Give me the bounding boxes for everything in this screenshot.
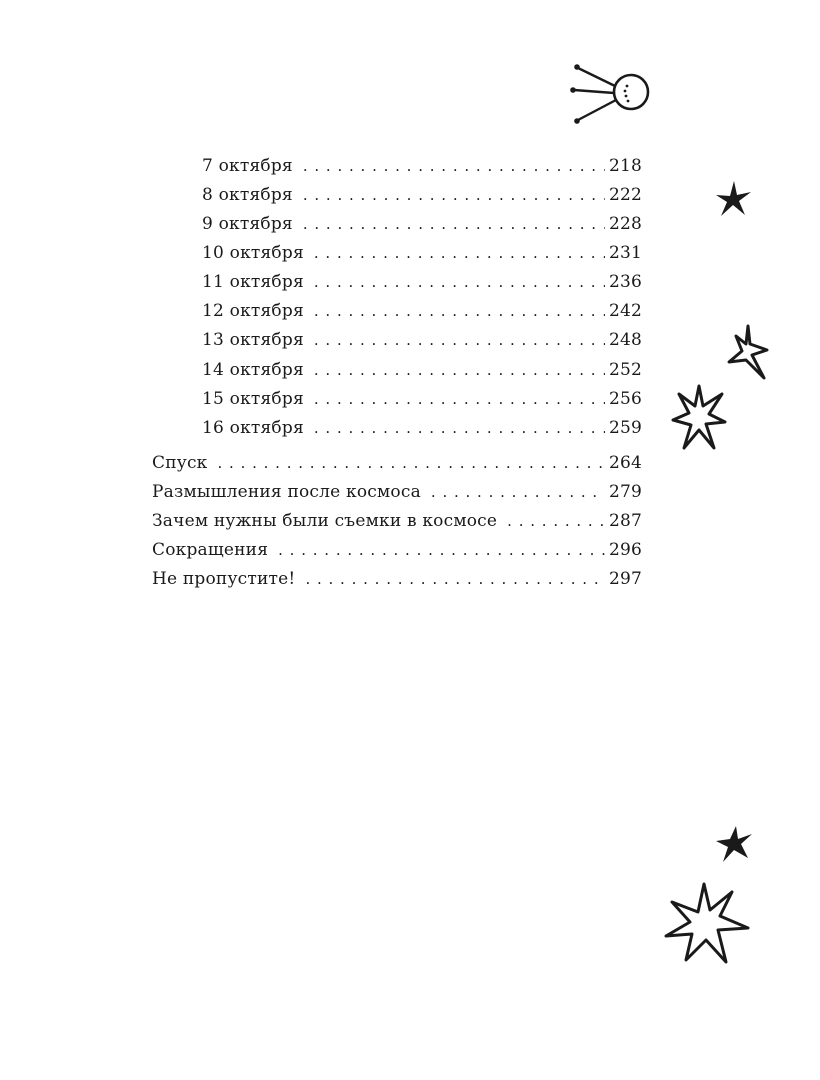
- toc-entry-title: 10 октября: [202, 243, 304, 263]
- toc-entry[interactable]: [152, 482, 642, 502]
- toc-entry[interactable]: [202, 301, 642, 321]
- toc-dot-leader: [303, 156, 605, 176]
- toc-dot-leader: [314, 243, 605, 263]
- toc-dot-leader: [314, 360, 605, 380]
- star-icon: [712, 822, 756, 866]
- toc-entry-page: 228: [608, 214, 642, 234]
- toc-entry-title: 9 октября: [202, 214, 293, 234]
- toc-entry[interactable]: [202, 214, 642, 234]
- toc-dot-leader: [314, 301, 605, 321]
- toc-entry-page: 218: [608, 156, 642, 176]
- toc-dot-leader: [305, 569, 605, 589]
- toc-entry[interactable]: [152, 569, 642, 589]
- toc-entry-title: Размышления после космоса: [152, 482, 421, 502]
- toc-dot-leader: [278, 540, 605, 560]
- toc-entry[interactable]: [152, 453, 642, 473]
- toc-entry-title: Зачем нужны были съемки в космосе: [152, 511, 498, 531]
- toc-entry-title: 12 октября: [202, 301, 304, 321]
- toc-entry-title: 14 октября: [202, 360, 304, 380]
- toc-entry-page: 231: [608, 243, 642, 263]
- toc-entry[interactable]: [152, 540, 642, 560]
- toc-entry-page: 259: [608, 418, 642, 438]
- toc-entry-title: 13 октября: [202, 330, 304, 350]
- toc-entry-title: 7 октября: [202, 156, 293, 176]
- toc-entry-page: 296: [608, 540, 642, 560]
- toc-entry-page: 287: [608, 511, 642, 531]
- toc-entry[interactable]: [202, 418, 642, 438]
- toc-dot-leader: [431, 482, 605, 502]
- toc-entry-page: 264: [608, 453, 642, 473]
- toc-entry[interactable]: [152, 511, 642, 531]
- toc-dot-leader: [314, 330, 605, 350]
- toc-entry-title: Сокращения: [152, 540, 269, 560]
- toc-entry[interactable]: [202, 185, 642, 205]
- toc-dot-leader: [314, 389, 605, 409]
- toc-entry-page: 256: [608, 389, 642, 409]
- toc-entry-page: 279: [608, 482, 642, 502]
- toc-entry-title: Не пропустите!: [152, 569, 296, 589]
- toc-dot-leader: [507, 511, 605, 531]
- starburst-icon: [660, 878, 752, 968]
- toc-entry[interactable]: [202, 360, 642, 380]
- toc-entry-title: Спуск: [152, 453, 208, 473]
- toc-dot-leader: [314, 272, 605, 292]
- toc-entry-page: 242: [608, 301, 642, 321]
- toc-dot-leader: [303, 185, 605, 205]
- toc-entry-title: 8 октября: [202, 185, 293, 205]
- toc-entry[interactable]: [202, 243, 642, 263]
- toc-entry-page: 248: [608, 330, 642, 350]
- toc-entry[interactable]: [202, 156, 642, 176]
- toc-entry-title: 15 октября: [202, 389, 304, 409]
- star-icon: [712, 178, 754, 220]
- toc-entry[interactable]: [202, 272, 642, 292]
- toc-dot-leader: [303, 214, 605, 234]
- toc-entry-title: 11 октября: [202, 272, 304, 292]
- toc-entry-page: 252: [608, 360, 642, 380]
- toc-entry-page: 222: [608, 185, 642, 205]
- starburst-icon: [670, 382, 728, 452]
- toc-dot-leader: [314, 418, 605, 438]
- toc-entry[interactable]: [202, 330, 642, 350]
- toc-dot-leader: [218, 453, 605, 473]
- sputnik-icon: [566, 60, 656, 130]
- toc-entry-title: 16 октября: [202, 418, 304, 438]
- sparkle-icon: [724, 322, 770, 380]
- toc-entry-page: 236: [608, 272, 642, 292]
- toc-entry[interactable]: [202, 389, 642, 409]
- toc-entry-page: 297: [608, 569, 642, 589]
